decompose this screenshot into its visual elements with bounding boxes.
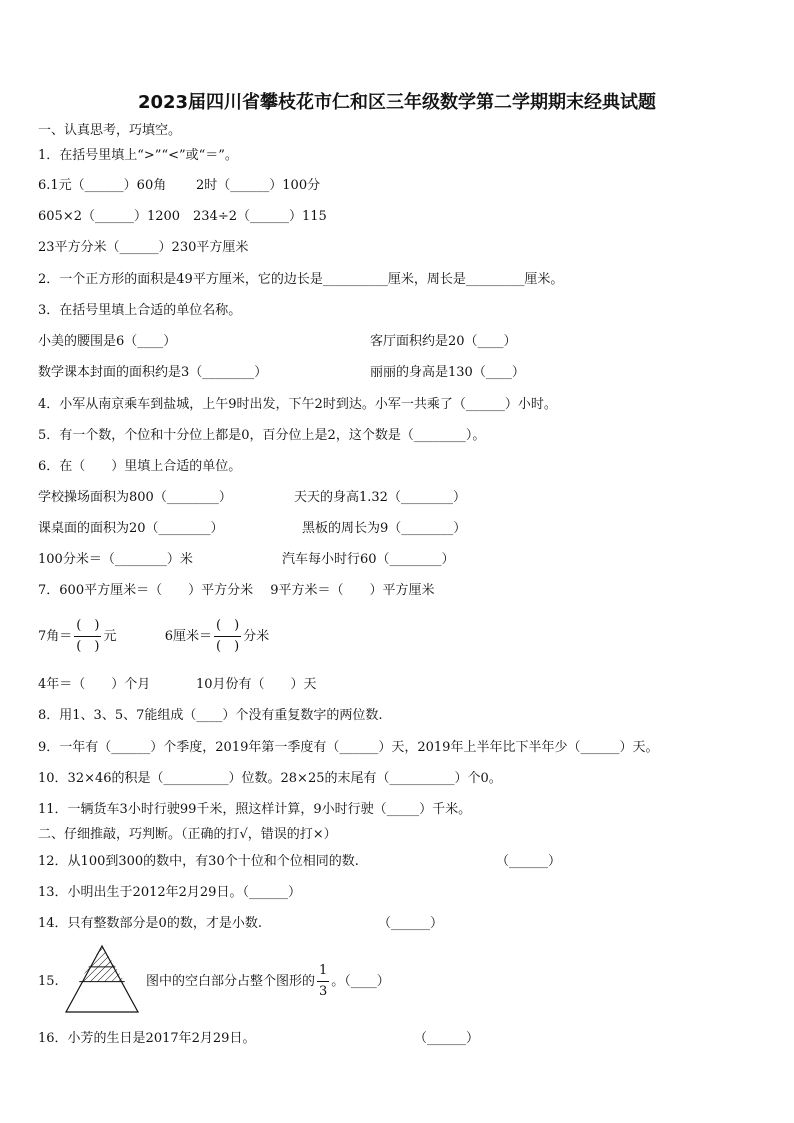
- question-1-stem: 1．在括号里填上“>”“<”或“＝”。: [38, 148, 238, 163]
- question-7-a-prefix: 7角＝: [38, 629, 73, 644]
- question-7-b-suffix: 分米: [243, 629, 270, 644]
- question-7-row2: [38, 612, 269, 662]
- question-6-d: 黑板的周长为9（________）: [302, 521, 467, 536]
- question-6-b: 天天的身高1.32（________）: [294, 490, 466, 505]
- question-15-text: 图中的空白部分占整个图形的: [146, 974, 316, 989]
- question-1-row1a: 6.1元（______）60角: [38, 178, 167, 193]
- question-15: [146, 962, 390, 1002]
- question-7-row1: 7．600平方厘米＝（ ）平方分米 9平方米＝（ ）平方厘米: [38, 583, 435, 598]
- question-7-b-prefix: 6厘米＝: [164, 629, 213, 644]
- question-6-c: 课桌面的面积为20（________）: [38, 521, 224, 536]
- question-16: 16．小芳的生日是2017年2月29日。: [38, 1031, 256, 1046]
- fraction-a-numerator: ( ): [76, 618, 100, 633]
- question-7-a-suffix: 元: [103, 629, 117, 644]
- question-16-answer-blank: （______）: [414, 1031, 480, 1046]
- question-3-b: 客厅面积约是20（____）: [370, 334, 517, 349]
- question-12: 12．从100到300的数中，有30个十位和个位相同的数.: [38, 854, 359, 869]
- section-2-heading: 二、仔细推敲，巧判断。（正确的打√，错误的打×）: [38, 827, 337, 842]
- question-6-f: 汽车每小时行60（________）: [282, 552, 455, 567]
- question-14: 14．只有整数部分是0的数，才是小数.: [38, 916, 262, 931]
- page-title: 2023届四川省攀枝花市仁和区三年级数学第二学期期末经典试题: [137, 92, 657, 113]
- question-3-c: 数学课本封面的面积约是3（________）: [38, 365, 268, 380]
- section-1-heading: 一、认真思考，巧填空。: [38, 123, 182, 138]
- question-13: 13．小明出生于2012年2月29日。（______）: [38, 885, 301, 900]
- question-12-answer-blank: （______）: [496, 854, 562, 869]
- question-10: 10．32×46的积是（__________）位数。28×25的末尾有（__________）个0。: [38, 771, 502, 786]
- fraction-blank-a: [74, 618, 101, 655]
- question-6-a: 学校操场面积为800（________）: [38, 490, 232, 505]
- question-9: 9．一年有（______）个季度，2019年第一季度有（______）天，2019年上半年比下半年少（______）天。: [38, 740, 659, 755]
- question-7-row3b: 10月份有（ ）天: [196, 677, 317, 692]
- question-1-row2a: 605×2（______）1200: [38, 209, 181, 224]
- question-1-row1b: 2时（______）100分: [196, 178, 321, 193]
- fraction-b-numerator: ( ): [216, 618, 240, 633]
- question-7-row3a: 4年＝（ ）个月: [38, 677, 151, 692]
- question-6-stem: 6．在（ ）里填上合适的单位。: [38, 459, 242, 474]
- fraction-numerator: 1: [319, 963, 328, 978]
- question-1-row3: 23平方分米（______）230平方厘米: [38, 240, 249, 255]
- fraction-a-denominator: ( ): [76, 639, 100, 654]
- question-6-e: 100分米＝（________）米: [38, 552, 193, 567]
- fraction-one-third: [317, 963, 329, 1000]
- question-3-stem: 3．在括号里填上合适的单位名称。: [38, 303, 242, 318]
- question-11: 11．一辆货车3小时行驶99千米，照这样计算，9小时行驶（_____）千米。: [38, 802, 472, 817]
- question-15-tail: 。（____）: [331, 974, 390, 989]
- question-1-row2b: 234÷2（______）115: [193, 209, 327, 224]
- fraction-blank-b: [214, 618, 241, 655]
- triangle-figure: [64, 944, 140, 1014]
- question-5: 5．有一个数，个位和十分位上都是0，百分位上是2，这个数是（________）。: [38, 428, 486, 443]
- question-2: 2．一个正方形的面积是49平方厘米，它的边长是__________厘米，周长是_________厘米。: [38, 272, 564, 287]
- question-3-d: 丽丽的身高是130（____）: [370, 365, 525, 380]
- question-14-answer-blank: （______）: [378, 916, 444, 931]
- question-3-a: 小美的腰围是6（____）: [38, 334, 177, 349]
- question-4: 4．小军从南京乘车到盐城，上午9时出发，下午2时到达。小军一共乘了（______）小时。: [38, 397, 557, 412]
- question-15-number: 15.: [38, 974, 59, 989]
- fraction-b-denominator: ( ): [216, 639, 240, 654]
- question-8: 8．用1、3、5、7能组成（____）个没有重复数字的两位数.: [38, 708, 383, 723]
- fraction-denominator: 3: [319, 984, 328, 999]
